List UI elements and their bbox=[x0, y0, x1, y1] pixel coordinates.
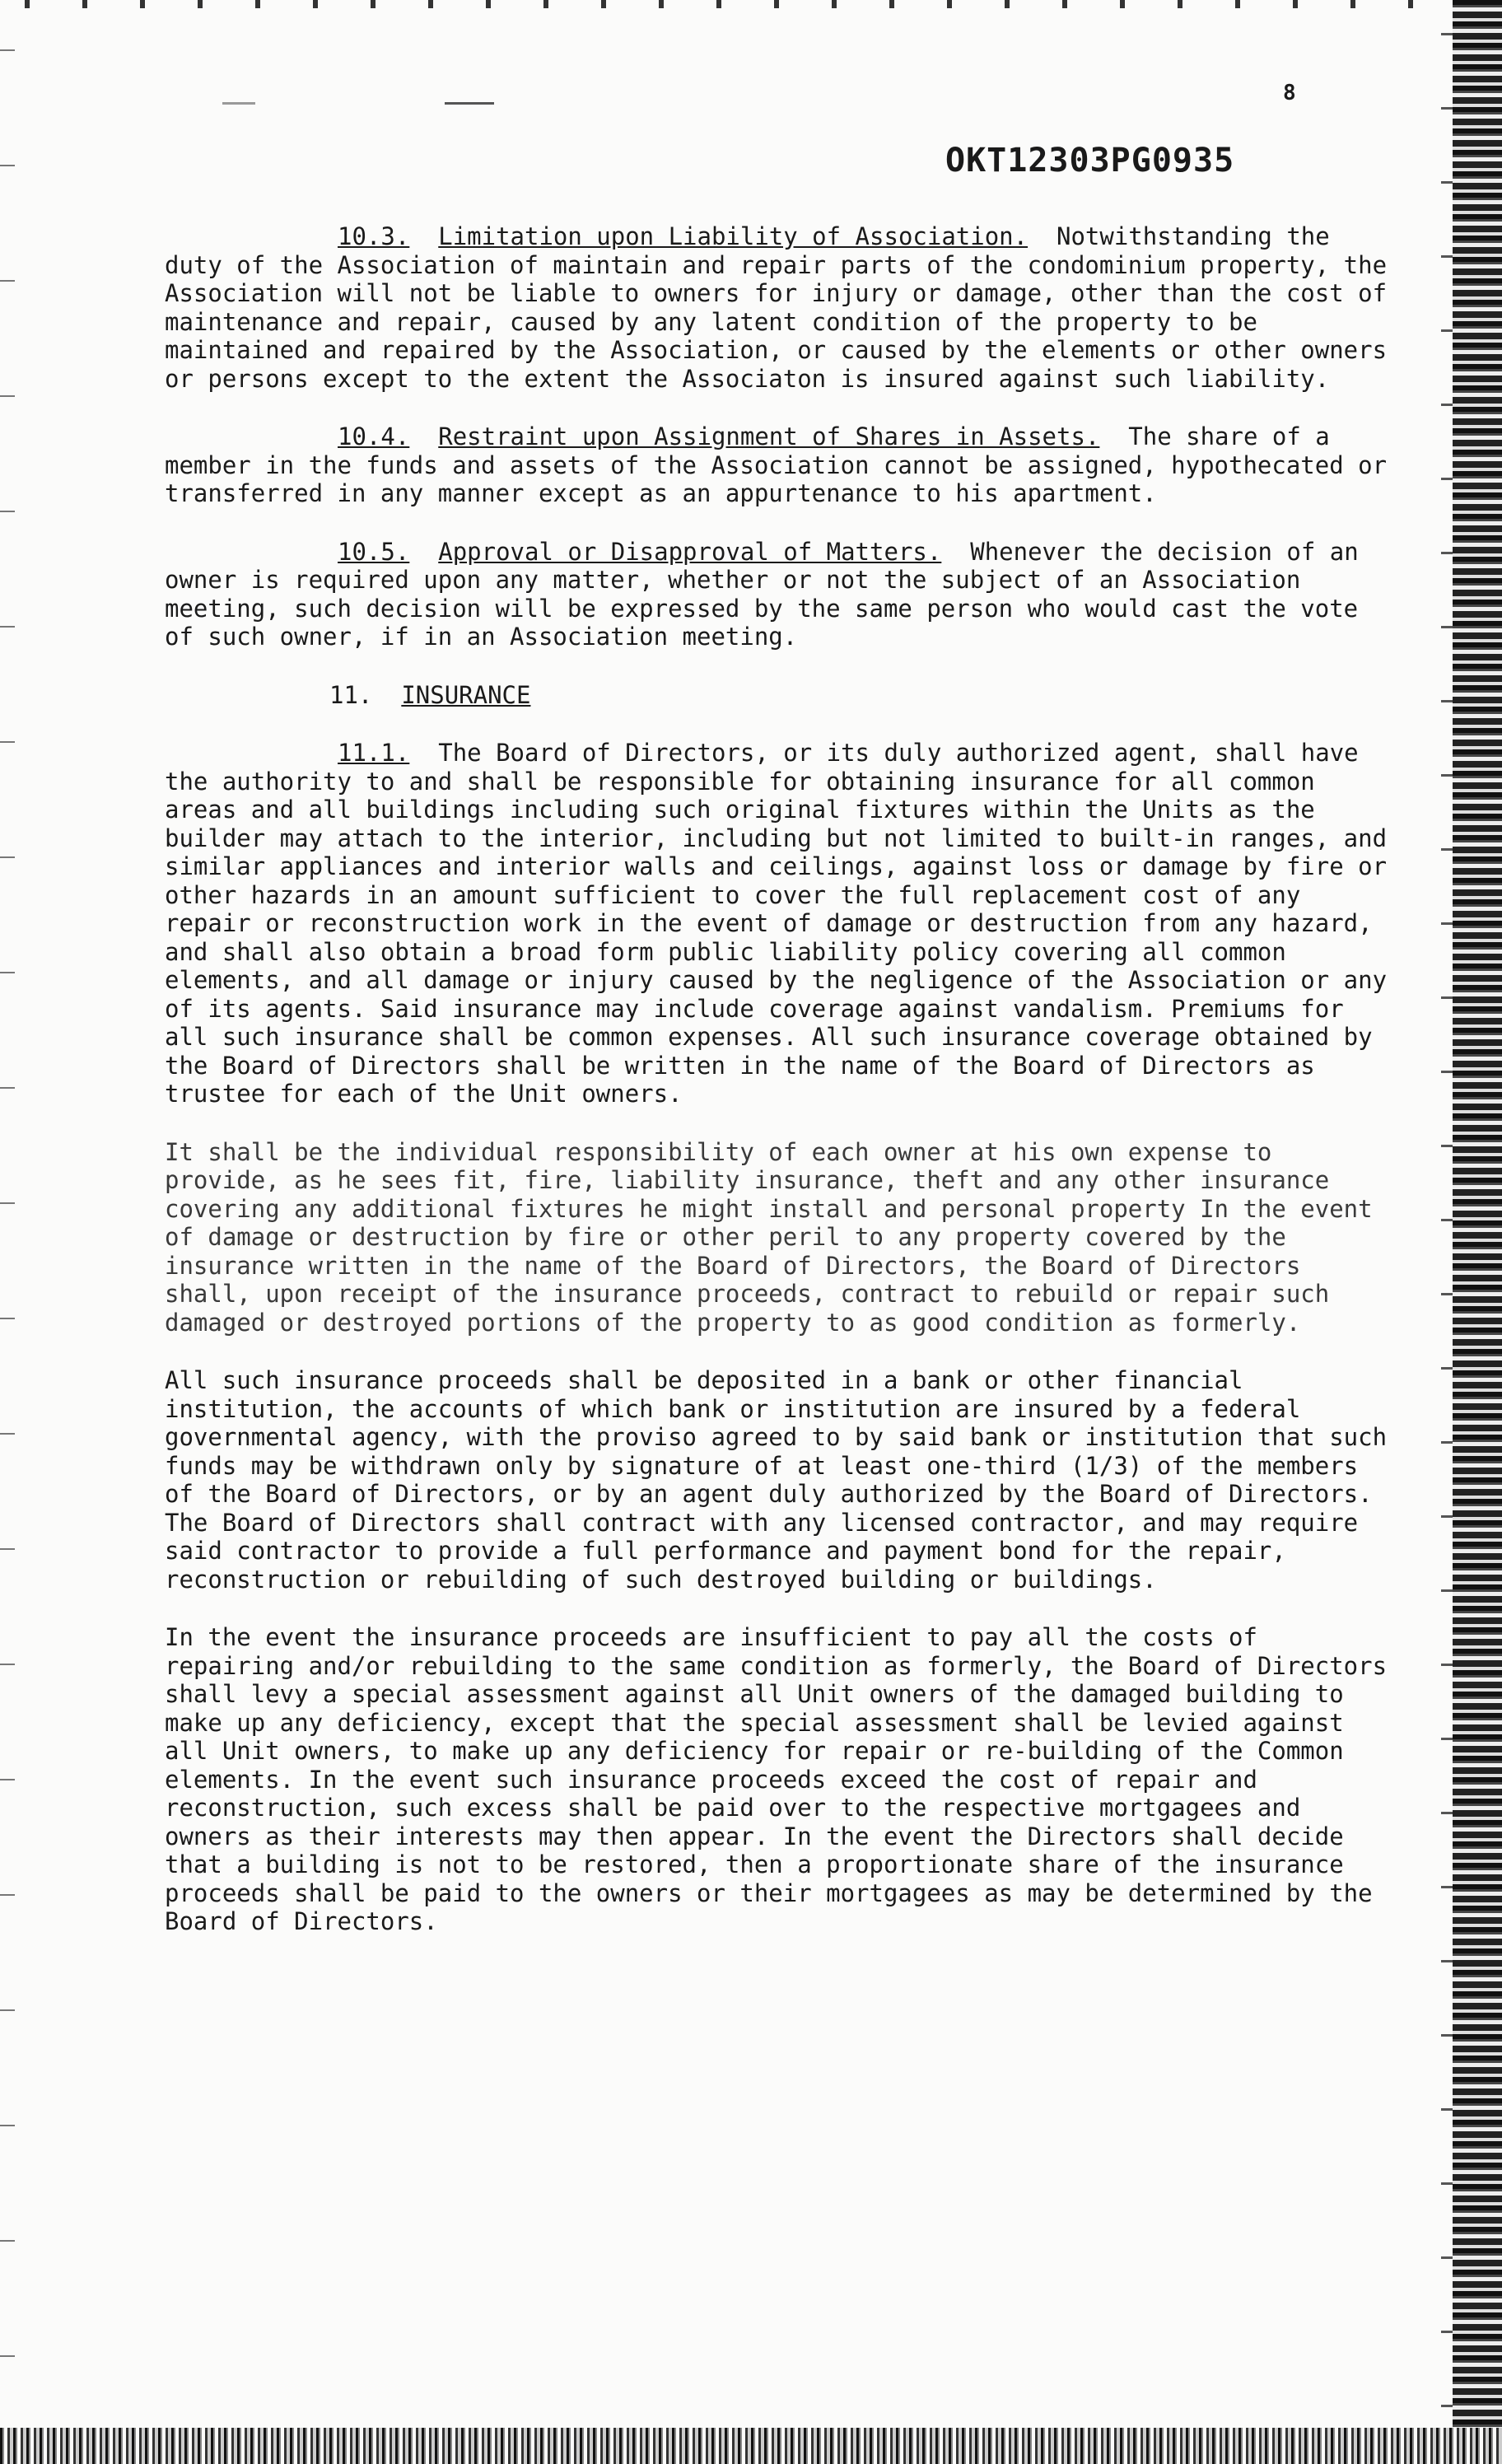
section-number: 11. bbox=[329, 680, 373, 709]
section-body: The Board of Directors, or its duly authorized agent, shall have the authority to and shall be responsible for obtaining insurance for all common areas and all buildings including such original fixtures within the Units as the builder may attach to the interior, including but not limited to built-in ranges, and similar appliances and interior walls and ceilings, against loss or damage by fire or other hazards in an amount sufficient to cover the full replacement cost of any repair or reconstruction work in the event of damage or destruction from any hazard, and shall also obtain a broad form public liability policy covering all common elements, and all damage or injury caused by the negligence of the Association or any of its agents. Said insurance may include coverage against vandalism. Premiums for all such insurance shall be common expenses. All such insurance coverage obtained by the Board of Directors shall be written in the name of the Board of Directors as trustee for each of the Unit owners. bbox=[165, 739, 1388, 1108]
paragraph-insurance-proceeds: All such insurance proceeds shall be deposited in a bank or other financial institution, the accounts of which bank or institution are insured by a federal governmental agency, with the proviso agreed to by said bank or institution that such funds may be withdrawn only by signature of at least one-third (1/3) of the members of the Board of Directors, or by an agent duly authorized by the Board of Directors. The Board of Directors shall contract with any licensed contractor, and may require said contractor to provide a full performance and payment bond for the repair, reconstruction or rebuilding of such destroyed building or buildings. bbox=[165, 1366, 1388, 1594]
section-number: 10.4. bbox=[338, 422, 410, 450]
section-title: Approval or Disapproval of Matters. bbox=[438, 537, 942, 566]
document-body bbox=[165, 222, 1400, 1966]
page-number: 8 bbox=[1283, 81, 1296, 105]
section-body: Whenever the decision of an owner is required upon any matter, whether or not the subject of an Association meeting, such decision will be expressed by the same person who would cast the vote of such owner, if in an Association meeting. bbox=[165, 537, 1359, 651]
scan-edge-bottom bbox=[0, 2428, 1502, 2464]
section-number: 10.5. bbox=[338, 537, 410, 566]
section-10-4 bbox=[165, 422, 1400, 508]
scan-edge-right bbox=[1453, 0, 1502, 2464]
section-title: Restraint upon Assignment of Shares in Assets. bbox=[438, 422, 1100, 450]
scan-mark bbox=[222, 102, 255, 105]
section-number: 10.3. bbox=[338, 222, 410, 250]
section-10-3 bbox=[165, 222, 1400, 393]
section-title: INSURANCE bbox=[401, 680, 531, 709]
scan-mark bbox=[445, 102, 494, 105]
scan-edge-top bbox=[0, 0, 1502, 8]
section-number: 11.1. bbox=[338, 739, 410, 767]
section-title: Limitation upon Liability of Association. bbox=[438, 222, 1029, 250]
docket-stamp: OKT12303PG0935 bbox=[945, 142, 1235, 180]
section-11-1 bbox=[165, 739, 1400, 1108]
section-body: The share of a member in the funds and assets of the Association cannot be assigned, hypothecated or transferred in any manner except as an appurtenance to his apartment. bbox=[165, 422, 1388, 507]
paragraph-insufficient-proceeds: In the event the insurance proceeds are insufficient to pay all the costs of repairing and/or rebuilding to the same condition as formerly, the Board of Directors shall levy a special assessment against all Unit owners of the damaged building to make up any deficiency, except that the special assessment shall be levied against all Unit owners, to make up any deficiency for repair or re-building of the Common elements. In the event such insurance proceeds exceed the cost of repair and reconstruction, such excess shall be paid over to the respective mortgagees and owners as their interests may then appear. In the event the Directors shall decide that a building is not to be restored, then a proportionate share of the insurance proceeds shall be paid to the owners or their mortgagees as may be determined by the Board of Directors. bbox=[165, 1623, 1388, 1935]
section-11-heading bbox=[165, 681, 1400, 710]
scan-edge-right-inner bbox=[1441, 0, 1453, 2464]
scan-edge-left bbox=[0, 0, 15, 2464]
paragraph-individual-responsibility: It shall be the individual responsibility of each owner at his own expense to provide, as he sees fit, fire, liability insurance, theft and any other insurance covering any additional fixtures he might install and personal property In the event of damage or destruction by fire or other peril to any property covered by the insurance written in the name of the Board of Directors, the Board of Directors shall, upon receipt of the insurance proceeds, contract to rebuild or repair such damaged or destroyed portions of the property to as good condition as formerly. bbox=[165, 1137, 1373, 1337]
section-body: Notwithstanding the duty of the Association of maintain and repair parts of the condominium property, the Association will not be liable to owners for injury or damage, other than the cost of maintenance and repair, caused by any latent condition of the property to be maintained and repaired by the Association, or caused by the elements or other owners or persons except to the extent the Associaton is insured against such liability. bbox=[165, 222, 1388, 393]
section-10-5 bbox=[165, 538, 1400, 651]
